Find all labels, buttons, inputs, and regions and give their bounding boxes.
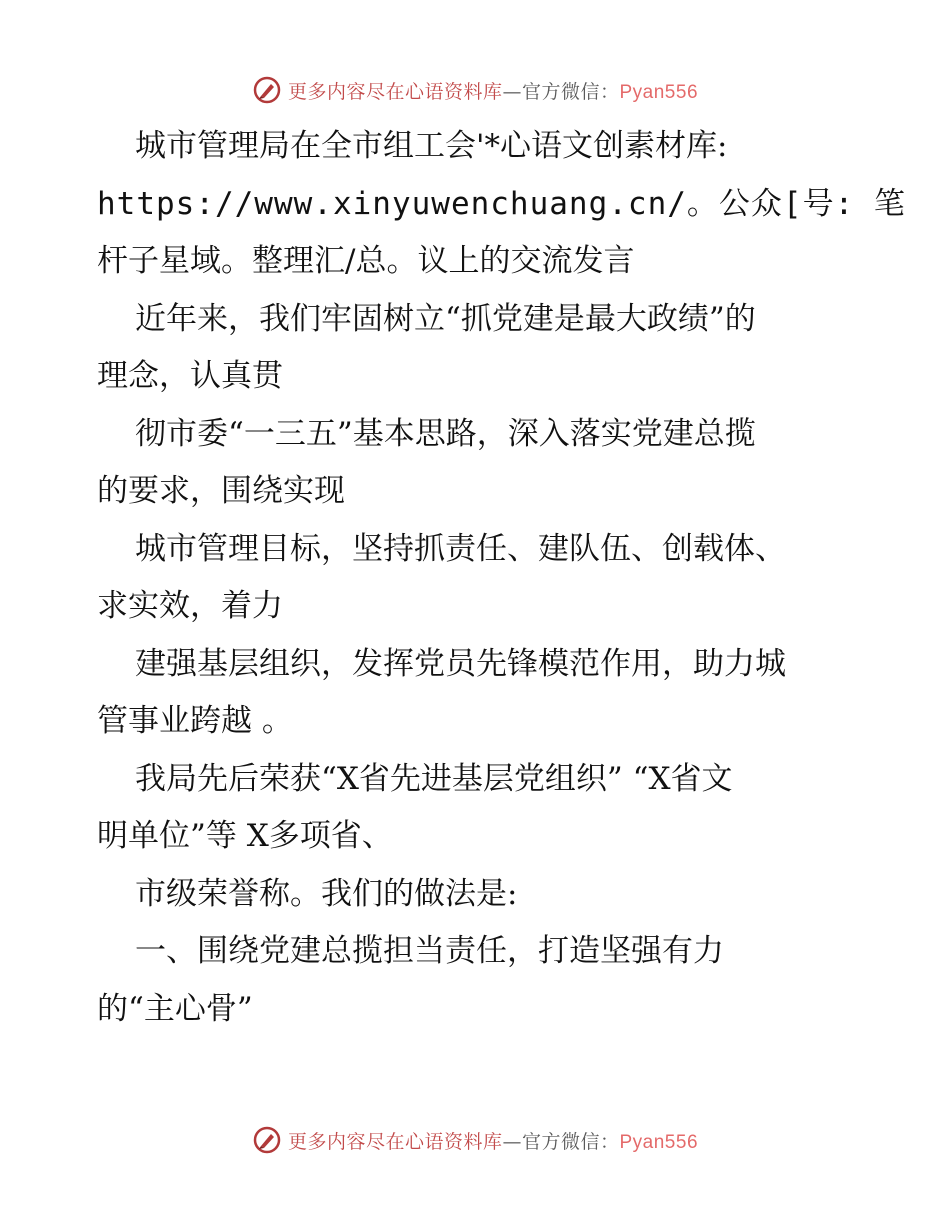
text-line: 建强基层组织，发挥党员先锋模范作用，助力城 bbox=[135, 645, 786, 682]
text-line: 求实效，着力 bbox=[97, 588, 283, 624]
footer-banner bbox=[0, 1120, 950, 1160]
banner-wechat-id: Pyan556 bbox=[619, 81, 699, 103]
section-heading-cont: 的“主心骨” bbox=[97, 990, 253, 1027]
text-line: 的要求，围绕实现 bbox=[97, 473, 345, 509]
text-line: 杆子星域。整理汇/总。议上的交流发言 bbox=[97, 243, 635, 279]
pen-logo-icon bbox=[252, 75, 282, 105]
pen-logo-icon bbox=[252, 1125, 282, 1155]
text-line: 市级荣誉称。我们的做法是: bbox=[135, 875, 518, 912]
text-line: 城市管理目标，坚持抓责任、建队伍、创载体、 bbox=[135, 530, 786, 567]
text-line: 近年来，我们牢固树立“抓党建是最大政绩”的 bbox=[135, 300, 756, 337]
text-line: https://www.xinyuwenchuang.cn/。公众[号: 笔 bbox=[97, 185, 906, 222]
text-line: 城市管理局在全市组工会'*心语文创素材库: bbox=[135, 128, 728, 164]
banner-separator: — bbox=[502, 1130, 522, 1153]
text-line: 明单位”等 X多项省、 bbox=[97, 818, 393, 854]
banner-main: 更多内容尽在心语资料库 bbox=[287, 1130, 503, 1153]
banner-wechat-id: Pyan556 bbox=[619, 1131, 699, 1153]
text-line: 理念，认真贯 bbox=[97, 358, 283, 394]
header-banner bbox=[0, 70, 950, 110]
text-line: 彻市委“一三五”基本思路，深入落实党建总揽 bbox=[135, 415, 756, 452]
banner-wechat-label: 官方微信： bbox=[521, 80, 620, 103]
banner-text bbox=[288, 77, 698, 104]
text-line: 我局先后荣获“X省先进基层党组织” “X省文 bbox=[135, 760, 733, 797]
banner-text bbox=[288, 1127, 698, 1154]
banner-main: 更多内容尽在心语资料库 bbox=[287, 80, 503, 103]
document-body bbox=[97, 118, 906, 1038]
banner-separator: — bbox=[502, 80, 522, 103]
banner-wechat-label: 官方微信： bbox=[521, 1130, 620, 1153]
section-heading: 一、围绕党建总揽担当责任，打造坚强有力 bbox=[135, 933, 724, 969]
text-line: 管事业跨越 。 bbox=[97, 703, 293, 739]
